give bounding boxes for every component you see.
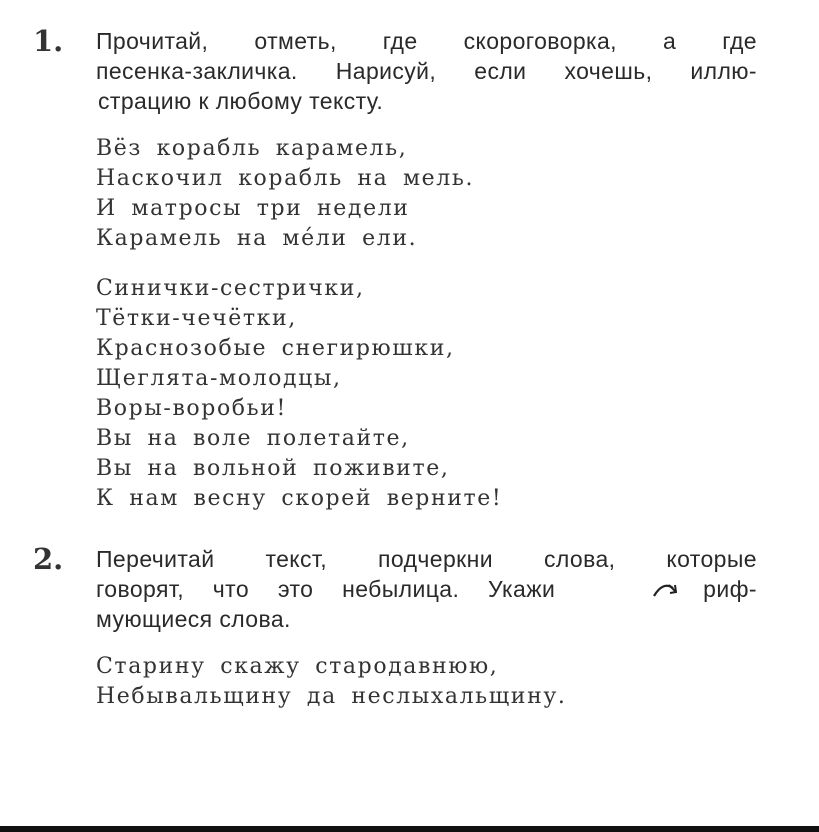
poem-line: Тётки-чечётки, xyxy=(96,306,297,331)
poem-line: Щеглята-молодцы, xyxy=(96,366,342,391)
task-instruction xyxy=(96,26,757,116)
instruction-line xyxy=(96,574,757,604)
task-number: 1. xyxy=(33,24,64,58)
poem-line: Воры-воробьи! xyxy=(96,396,287,421)
poem-line: Небывальщину да неслыхальщину. xyxy=(96,684,567,709)
instruction-line: Перечитай текст, подчеркни слова, которые xyxy=(96,546,757,572)
fable-poem xyxy=(96,652,566,712)
song-poem xyxy=(96,274,502,514)
task-number: 2. xyxy=(33,542,64,576)
poem-line: Краснозобые снегирюшки, xyxy=(96,336,455,361)
poem-line: Вёз корабль карамель, xyxy=(96,136,408,161)
poem-line: Вы на воле полетайте, xyxy=(96,426,410,451)
instruction-line: песенка-закличка. Нарисуй, если хочешь, иллю- xyxy=(96,58,757,84)
poem-line: Старину скажу стародавнюю, xyxy=(96,654,499,679)
poem-line: Синички-сестрички, xyxy=(96,276,365,301)
instruction-line: Прочитай, отметь, где скороговорка, а где xyxy=(96,28,757,54)
instruction-text: говорят, что это небылица. Укажи xyxy=(96,576,556,602)
poem-line: Карамель на ме́ли ели. xyxy=(96,226,418,251)
instruction-text: риф- xyxy=(703,576,757,602)
instruction-line: мующиеся слова. xyxy=(96,606,291,632)
page-bottom-border xyxy=(0,826,819,832)
task-instruction xyxy=(96,544,757,634)
instruction-text-tail xyxy=(649,574,757,604)
tongue-twister-poem xyxy=(96,134,474,254)
rhyme-arc-icon xyxy=(651,579,683,599)
instruction-line: страцию к любому тексту. xyxy=(98,88,384,114)
poem-line: Вы на вольной поживите, xyxy=(96,456,450,481)
poem-line: И матросы три недели xyxy=(96,196,410,221)
poem-line: К нам весну скорей верните! xyxy=(96,486,503,511)
poem-line: Наскочил корабль на мель. xyxy=(96,166,475,191)
